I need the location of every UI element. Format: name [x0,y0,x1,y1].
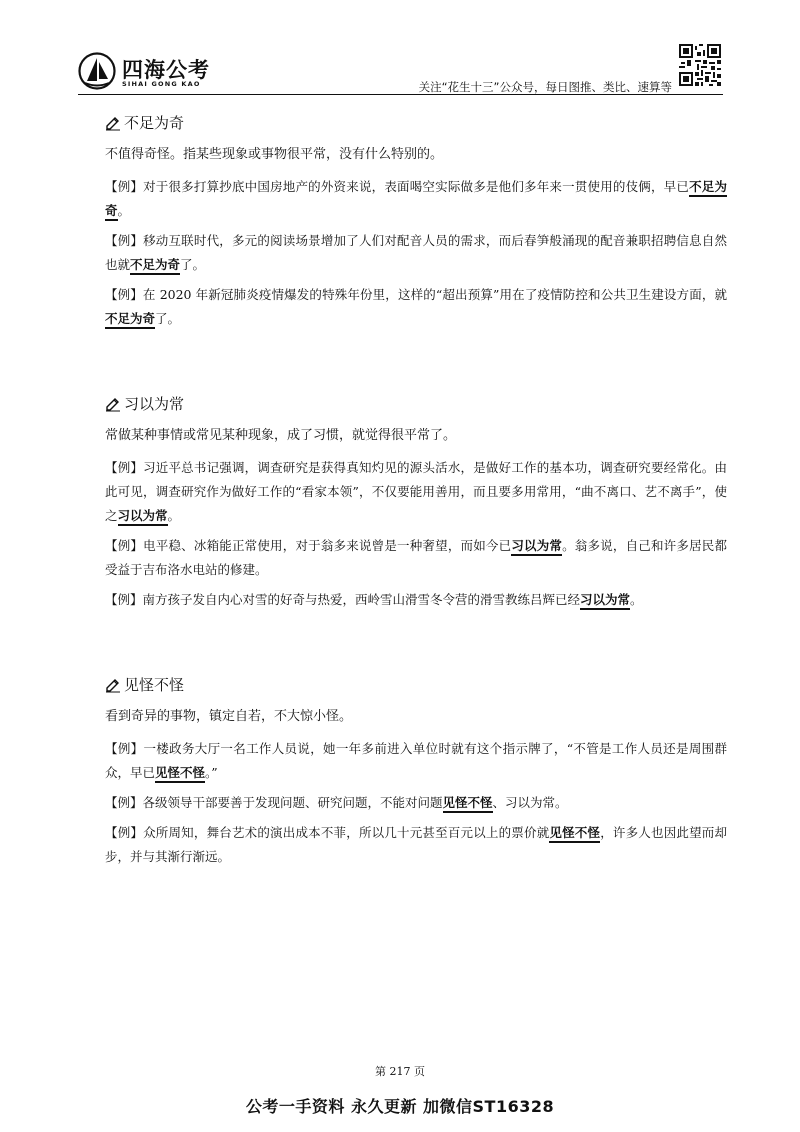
idiom-sections [105,112,727,869]
example-text-post: ，许多人也因此望而却步，并与其渐行渐远。 [105,825,727,864]
example-sentence [105,821,727,869]
highlighted-idiom: 不足为奇 [130,257,180,275]
page-number: 第 217 页 [375,1065,425,1078]
sailboat-logo-icon [78,52,116,90]
pencil-icon [105,396,121,412]
example-text-post: 。 [167,508,181,523]
example-text-post: 了。 [155,311,181,326]
example-text-pre: 【例】一楼政务大厅一名工作人员说，她一年多前进入单位时就有这个指示牌了，“不管是工作人员还是周围群众，早已 [105,741,727,780]
example-sentence [105,283,727,331]
example-text-pre: 【例】各级领导干部要善于发现问题、研究问题，不能对问题 [105,795,443,810]
highlighted-idiom: 不足为奇 [105,311,155,329]
idiom-title-text: 不足为奇 [124,114,185,132]
example-text-pre: 【例】对于很多打算抄底中国房地产的外资来说，表面喝空实际做多是他们多年来一贯使用的伎俩，早已 [105,179,690,194]
example-text-pre: 【例】电平稳、冰箱能正常使用，对于翁多来说曾是一种奢望，而如今已 [105,538,512,553]
highlighted-idiom: 习以为常 [118,508,168,526]
pencil-icon [105,115,121,131]
highlighted-idiom: 见怪不怪 [549,825,600,843]
example-text-pre: 【例】移动互联时代，多元的阅读场景增加了人们对配音人员的需求，而后春笋般涌现的配音兼职招聘信息自然也就 [105,233,727,272]
example-sentence [105,791,727,815]
header-note: 关注“花生十三”公众号，每日图推、类比、速算等 [418,80,672,94]
idiom-section [105,674,727,869]
idiom-section [105,112,727,331]
example-sentence [105,456,727,528]
example-text-post: 、习以为常。 [492,795,568,810]
idiom-title-text: 见怪不怪 [124,676,185,694]
example-text-pre: 【例】南方孩子发自内心对雪的好奇与热爱，西岭雪山滑雪冬令营的滑雪教练吕辉已经 [105,592,581,607]
pencil-icon [105,677,121,693]
example-text-post: 了。 [180,257,206,272]
example-text-post: 。” [205,765,218,780]
highlighted-idiom: 习以为常 [580,592,630,610]
highlighted-idiom: 不足为奇 [105,179,727,221]
highlighted-idiom: 见怪不怪 [443,795,493,813]
example-sentence [105,737,727,785]
document-body [105,112,727,931]
idiom-title [105,674,727,695]
idiom-definition: 不值得奇怪。指某些现象或事物很平常，没有什么特别的。 [105,147,444,162]
example-text-pre: 【例】众所周知，舞台艺术的演出成本不菲，所以几十元甚至百元以上的票价就 [105,825,550,840]
idiom-section [105,393,727,612]
logo-text: 四海公考 [122,58,210,82]
idiom-title-text: 习以为常 [124,395,185,413]
highlighted-idiom: 习以为常 [511,538,562,556]
idiom-title [105,112,727,133]
qr-code-icon [679,44,721,86]
idiom-definition: 看到奇异的事物，镇定自若，不大惊小怪。 [105,709,353,724]
example-sentence [105,175,727,223]
brand-logo [78,52,238,92]
example-text-post: 。 [630,592,643,607]
example-sentence [105,229,727,277]
example-sentence [105,534,727,582]
example-text-pre: 【例】在 2020 年新冠肺炎疫情爆发的特殊年份里，这样的“超出预算”用在了疫情防控和公共卫生建设方面，就 [105,287,727,302]
highlighted-idiom: 见怪不怪 [155,765,205,783]
header-divider [78,94,723,95]
example-sentence [105,588,727,612]
idiom-title [105,393,727,414]
example-text-post: 。 [117,203,131,218]
idiom-definition: 常做某种事情或常见某种现象，成了习惯，就觉得很平常了。 [105,428,457,443]
footer-banner: 公考一手资料 永久更新 加微信ST16328 [245,1097,555,1116]
example-text-pre: 【例】习近平总书记强调，调查研究是获得真知灼见的源头活水，是做好工作的基本功，调查研究要经常化。由此可见，调查研究作为做好工作的“看家本领”，不仅要能用善用，而且要多用常用，“曲不离口、艺不离手”，使之 [105,460,727,523]
logo-subtext: SIHAI GONG KAO [122,80,201,88]
example-text-post: 。翁多说，自己和许多居民都受益于吉布洛水电站的修建。 [105,538,727,577]
page-header [0,0,800,110]
